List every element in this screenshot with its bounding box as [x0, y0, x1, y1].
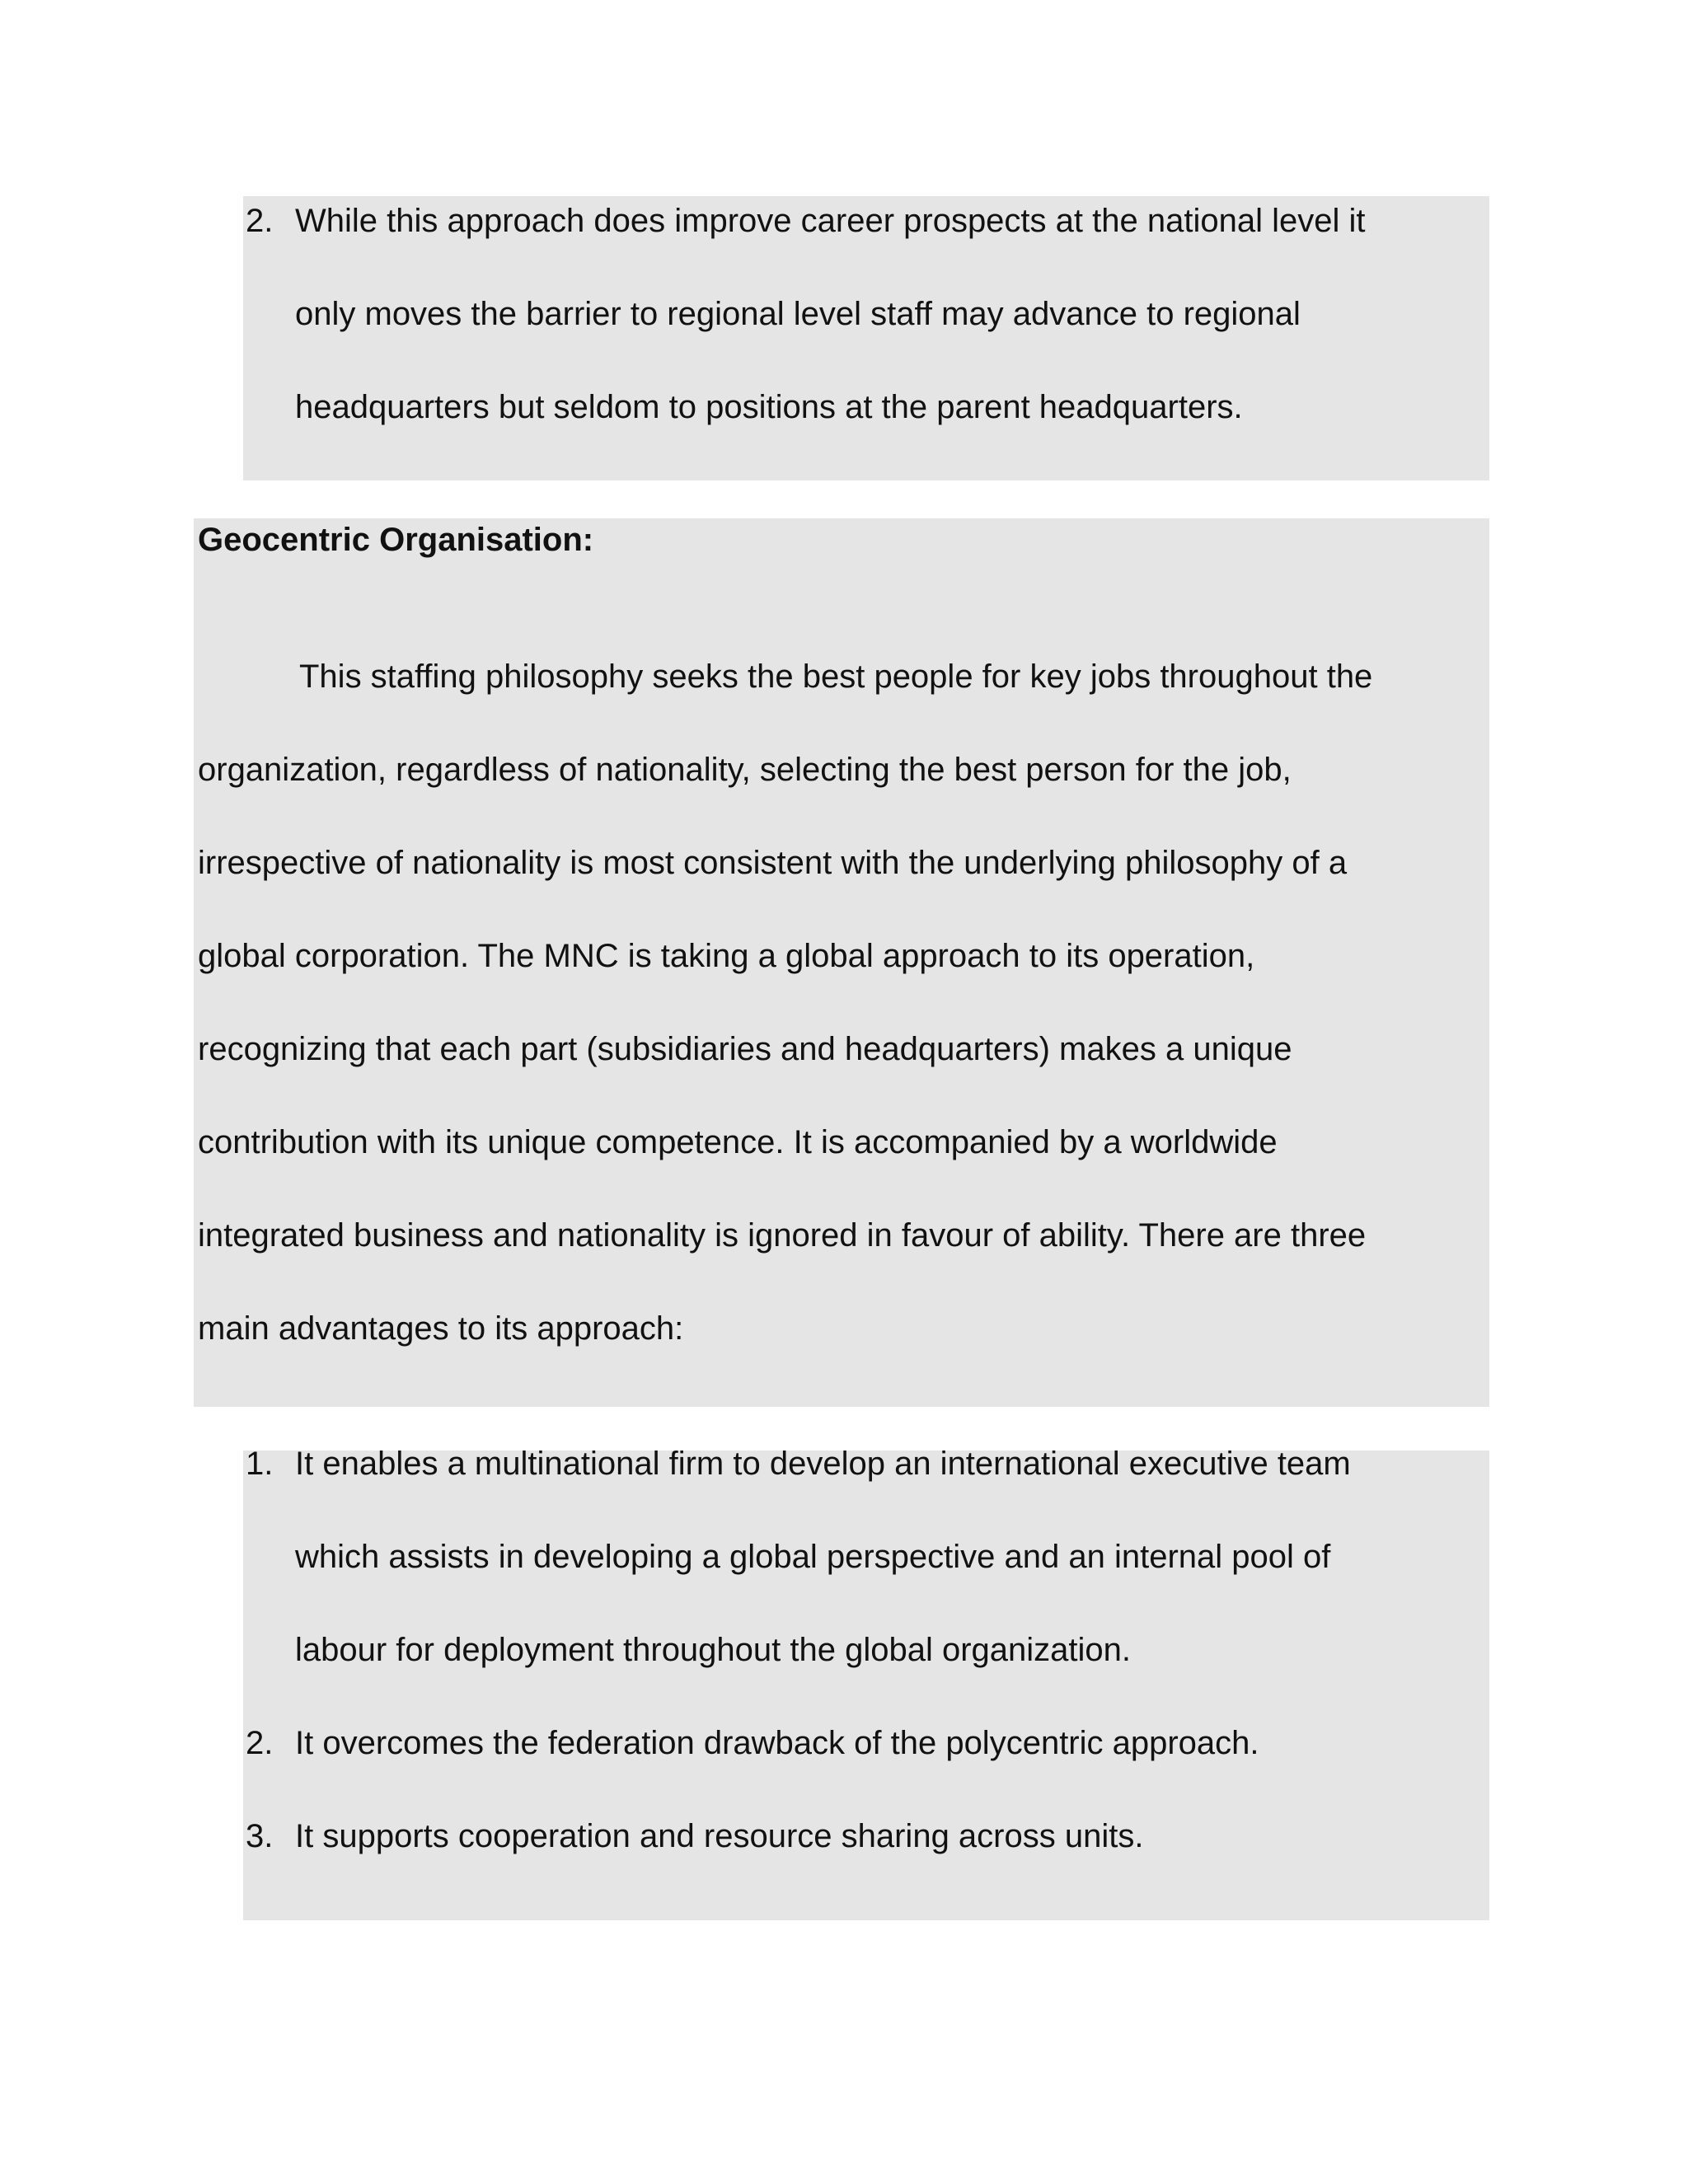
- paragraph-line: This staffing philosophy seeks the best people for key jobs throughout the: [299, 658, 1373, 695]
- paragraph-line: recognizing that each part (subsidiaries and headquarters) makes a unique: [198, 1031, 1292, 1067]
- paragraph-line: irrespective of nationality is most consistent with the underlying philosophy of a: [198, 845, 1348, 881]
- paragraph-line: global corporation. The MNC is taking a global approach to its operation,: [198, 938, 1255, 974]
- list-item-line: which assists in developing a global perspective and an internal pool of: [295, 1539, 1331, 1575]
- paragraph-line: organization, regardless of nationality, selecting the best person for the job,: [198, 752, 1292, 788]
- list-item-line: only moves the barrier to regional level staff may advance to regional: [295, 296, 1301, 332]
- paragraph-line: integrated business and nationality is ignored in favour of ability. There are three: [198, 1217, 1367, 1254]
- list-item-number: 1.: [246, 1446, 274, 1482]
- list-item-line: It supports cooperation and resource sharing across units.: [295, 1818, 1144, 1854]
- list-item-line: It enables a multinational firm to develop an international executive team: [295, 1446, 1351, 1482]
- list-item-number: 2.: [246, 203, 274, 239]
- list-item-line: While this approach does improve career prospects at the national level it: [295, 203, 1366, 239]
- list-item-number: 3.: [246, 1818, 274, 1854]
- paragraph-line: main advantages to its approach:: [198, 1310, 684, 1347]
- paragraph-line: contribution with its unique competence. It is accompanied by a worldwide: [198, 1124, 1278, 1160]
- list-item-line: It overcomes the federation drawback of the polycentric approach.: [295, 1725, 1259, 1761]
- section-heading: Geocentric Organisation:: [198, 522, 594, 558]
- list-item-line: labour for deployment throughout the global organization.: [295, 1632, 1132, 1668]
- list-item-number: 2.: [246, 1725, 274, 1761]
- list-item-line: headquarters but seldom to positions at the parent headquarters.: [295, 389, 1243, 425]
